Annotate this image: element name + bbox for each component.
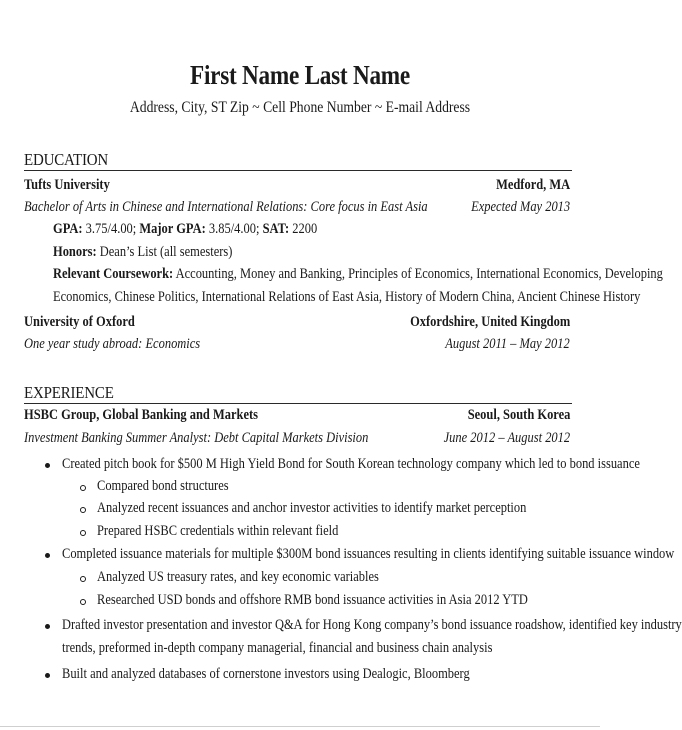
sub-bullet-icon <box>80 599 86 605</box>
coursework-label: Relevant Coursework: <box>53 266 174 282</box>
experience-heading: EXPERIENCE <box>24 383 114 402</box>
experience-sub-bullet: Analyzed recent issuances and anchor investor activities to identify market perception <box>97 500 527 516</box>
degree-line: One year study abroad: Economics <box>24 336 201 352</box>
page-bottom-edge <box>0 726 600 727</box>
role-date: June 2012 – August 2012 <box>443 430 570 446</box>
coursework-value: Accounting, Money and Banking, Principles of Economics, International Economics, Developing <box>173 266 663 282</box>
company-name: HSBC Group, Global Banking and Markets <box>24 407 259 423</box>
experience-sub-bullet: Researched USD bonds and offshore RMB bond issuance activities in Asia 2012 YTD <box>97 592 528 608</box>
coursework-line-2: Economics, Chinese Politics, International Relations of East Asia, History of Modern China, Ancient Chinese History <box>53 289 641 305</box>
sub-bullet-icon <box>80 576 86 582</box>
honors-label: Honors: <box>53 244 97 260</box>
sub-bullet-icon <box>80 530 86 536</box>
school-location: Oxfordshire, United Kingdom <box>409 314 570 330</box>
experience-rule <box>24 403 572 404</box>
gpa-line <box>53 221 317 238</box>
degree-date: Expected May 2013 <box>470 199 570 215</box>
major-gpa-value: 3.85/4.00; <box>205 221 263 237</box>
resume-name: First Name Last Name <box>190 60 410 90</box>
experience-bullet: Built and analyzed databases of cornerstone investors using Dealogic, Bloomberg <box>62 666 470 682</box>
contact-line: Address, City, ST Zip ~ Cell Phone Number ~ E-mail Address <box>129 99 471 116</box>
experience-bullet: Created pitch book for $500 M High Yield Bond for South Korean technology company which led to bond issuance <box>62 456 640 472</box>
company-location: Seoul, South Korea <box>467 407 570 423</box>
degree-date: August 2011 – May 2012 <box>445 336 570 352</box>
experience-sub-bullet: Prepared HSBC credentials within relevant field <box>97 523 339 539</box>
coursework-line-1 <box>53 266 663 283</box>
school-location: Medford, MA <box>495 177 570 193</box>
experience-sub-bullet: Analyzed US treasury rates, and key economic variables <box>97 569 379 585</box>
major-gpa-label: Major GPA: <box>139 221 206 237</box>
bullet-icon <box>45 624 50 629</box>
bullet-icon <box>45 673 50 678</box>
role-line: Investment Banking Summer Analyst: Debt Capital Markets Division <box>24 430 369 446</box>
experience-bullet: Completed issuance materials for multiple $300M bond issuances resulting in clients identifying suitable issuance window <box>62 546 675 562</box>
school-name: Tufts University <box>24 177 110 193</box>
education-heading: EDUCATION <box>24 150 109 169</box>
school-name: University of Oxford <box>24 314 135 330</box>
degree-line: Bachelor of Arts in Chinese and International Relations: Core focus in East Asia <box>24 199 428 215</box>
experience-sub-bullet: Compared bond structures <box>97 478 229 494</box>
sat-label: SAT: <box>262 221 290 237</box>
gpa-label: GPA: <box>53 221 83 237</box>
experience-bullet: Drafted investor presentation and investor Q&A for Hong Kong company’s bond issuance roadshow, identified key industry <box>62 617 682 633</box>
sat-value: 2200 <box>289 221 318 237</box>
experience-bullet-continuation: trends, preformed in-depth company managerial, financial and business chain analysis <box>62 640 493 656</box>
sub-bullet-icon <box>80 507 86 513</box>
education-rule <box>24 170 572 171</box>
honors-line <box>53 244 232 261</box>
sub-bullet-icon <box>80 485 86 491</box>
gpa-value: 3.75/4.00; <box>82 221 140 237</box>
honors-value: Dean’s List (all semesters) <box>96 244 233 260</box>
bullet-icon <box>45 463 50 468</box>
bullet-icon <box>45 553 50 558</box>
